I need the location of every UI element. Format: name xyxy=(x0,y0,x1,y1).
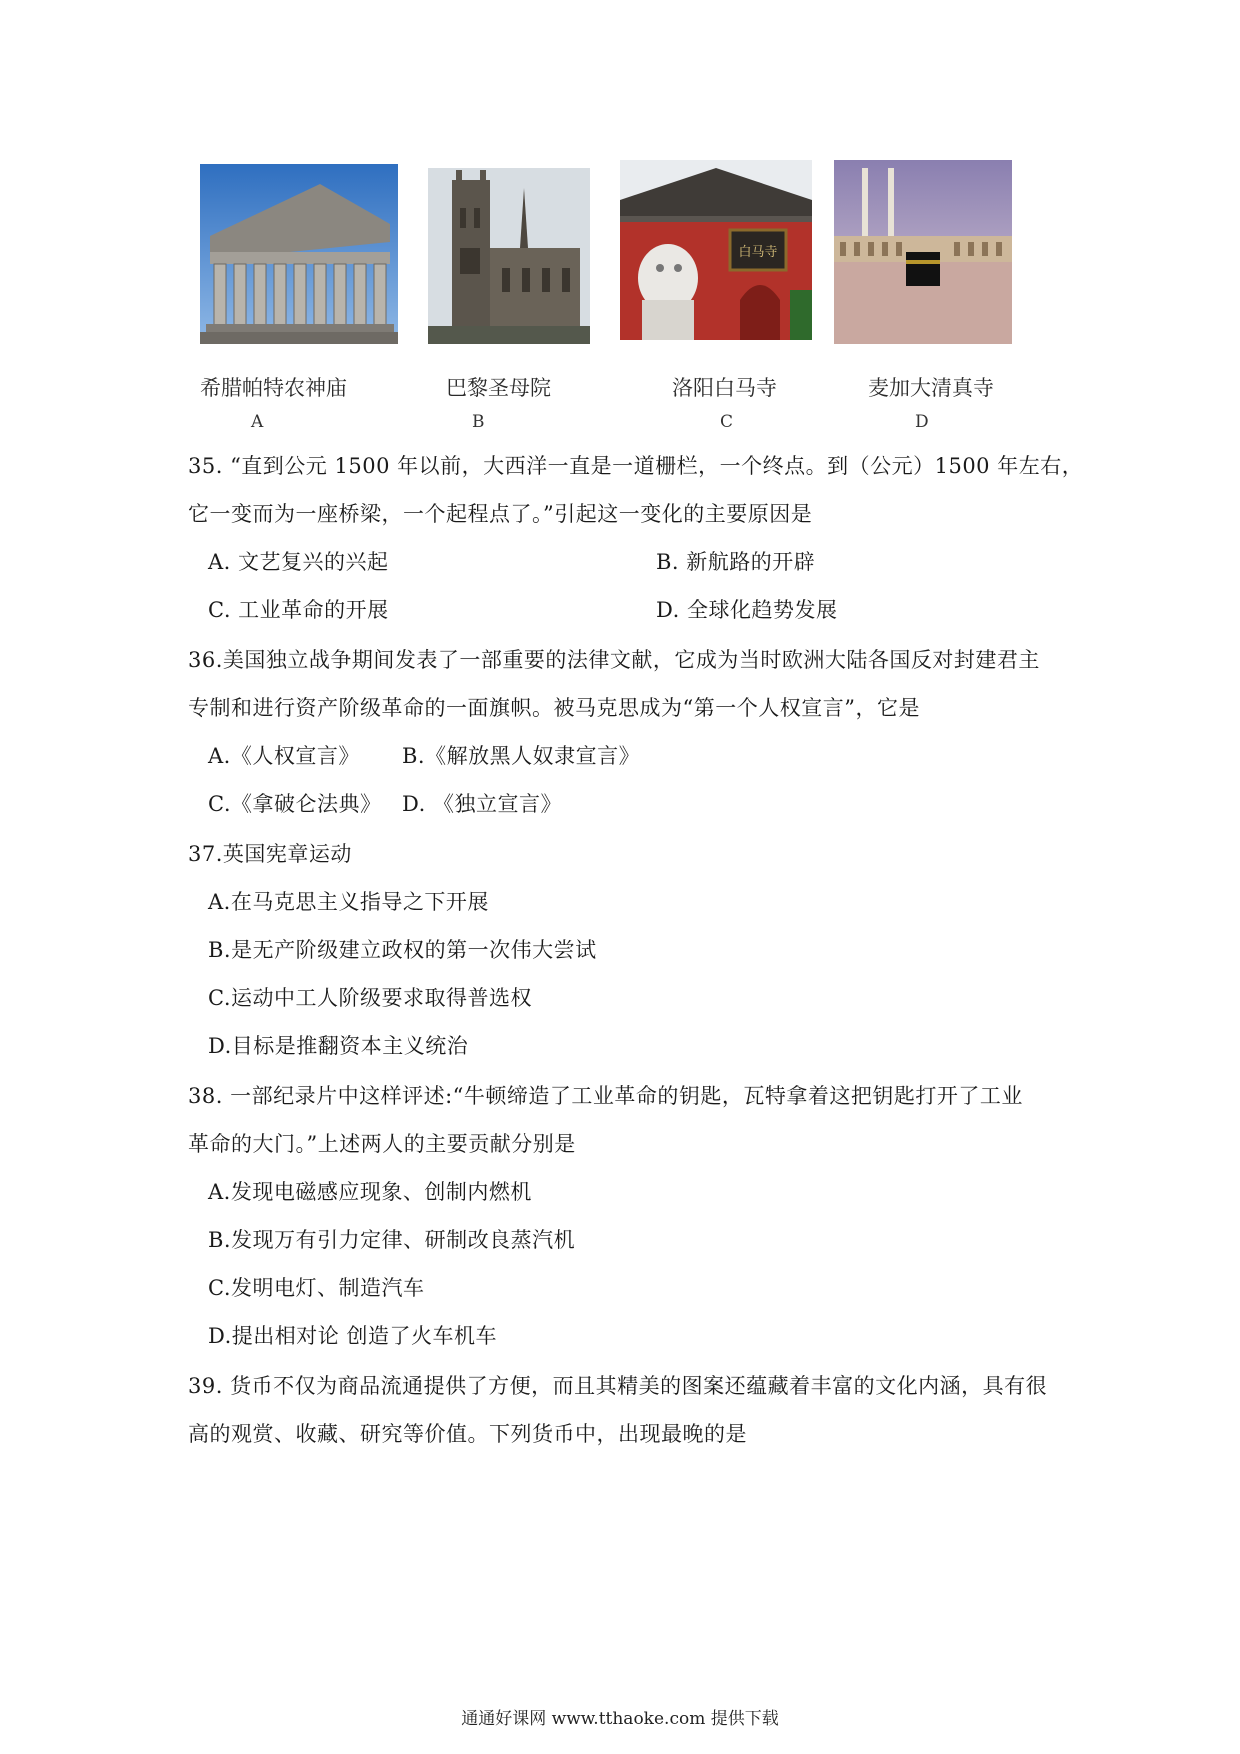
building-images-row xyxy=(0,160,1240,350)
q35-stem-line1: 35. “直到公元 1500 年以前，大西洋一直是一道栅栏，一个终点。到（公元）1500 年左右， xyxy=(188,454,1084,478)
q38-option-c: C.发明电灯、制造汽车 xyxy=(208,1276,425,1300)
q35-option-b: B. 新航路的开辟 xyxy=(656,550,816,574)
image-letter-a: A xyxy=(251,412,264,432)
q38-option-a: A.发现电磁感应现象、创制内燃机 xyxy=(208,1180,532,1204)
q36-option-d: D. 《独立宣言》 xyxy=(402,792,562,816)
q37-option-a: A.在马克思主义指导之下开展 xyxy=(208,890,489,914)
q35-option-d: D. 全球化趋势发展 xyxy=(656,598,838,622)
q36-option-a: A.《人权宣言》 xyxy=(208,744,360,768)
q39-stem-line2: 高的观赏、收藏、研究等价值。下列货币中，出现最晚的是 xyxy=(188,1422,747,1446)
image-letter-b: B xyxy=(472,412,485,432)
q37-option-c: C.运动中工人阶级要求取得普选权 xyxy=(208,986,532,1010)
white-horse-temple-image xyxy=(620,160,812,340)
q38-option-d: D.提出相对论 创造了火车机车 xyxy=(208,1324,497,1348)
parthenon-image xyxy=(200,164,398,344)
q37-option-d: D.目标是推翻资本主义统治 xyxy=(208,1034,469,1058)
image-letter-d: D xyxy=(915,412,929,432)
q35-option-c: C. 工业革命的开展 xyxy=(208,598,389,622)
q36-option-b: B.《解放黑人奴隶宣言》 xyxy=(402,744,641,768)
notre-dame-image xyxy=(428,168,590,344)
q38-stem-line1: 38. 一部纪录片中这样评述:“牛顿缔造了工业革命的钥匙，瓦特拿着这把钥匙打开了工业 xyxy=(188,1084,1023,1108)
caption-white-horse-temple: 洛阳白马寺 xyxy=(672,376,777,400)
image-letter-c: C xyxy=(720,412,734,432)
q36-option-c: C.《拿破仑法典》 xyxy=(208,792,382,816)
caption-parthenon: 希腊帕特农神庙 xyxy=(200,376,347,400)
q38-stem-line2: 革命的大门。”上述两人的主要贡献分别是 xyxy=(188,1132,576,1156)
page-footer: 通通好课网 www.tthaoke.com 提供下载 xyxy=(461,1709,779,1729)
caption-mecca-mosque: 麦加大清真寺 xyxy=(868,376,994,400)
temple-sign-text: 白马寺 xyxy=(738,245,778,260)
mecca-mosque-image xyxy=(834,160,1012,344)
q36-stem-line1: 36.美国独立战争期间发表了一部重要的法律文献，它成为当时欧洲大陆各国反对封建君主 xyxy=(188,648,1040,672)
q35-stem-line2: 它一变而为一座桥梁，一个起程点了。”引起这一变化的主要原因是 xyxy=(188,502,813,526)
q38-option-b: B.发现万有引力定律、研制改良蒸汽机 xyxy=(208,1228,576,1252)
q35-option-a: A. 文艺复兴的兴起 xyxy=(208,550,389,574)
q39-stem-line1: 39. 货币不仅为商品流通提供了方便，而且其精美的图案还蕴藏着丰富的文化内涵，具有很 xyxy=(188,1374,1048,1398)
q36-stem-line2: 专制和进行资产阶级革命的一面旗帜。被马克思成为“第一个人权宣言”，它是 xyxy=(188,696,920,720)
q37-option-b: B.是无产阶级建立政权的第一次伟大尝试 xyxy=(208,938,597,962)
q37-stem: 37.英国宪章运动 xyxy=(188,842,352,866)
caption-notre-dame: 巴黎圣母院 xyxy=(446,376,551,400)
